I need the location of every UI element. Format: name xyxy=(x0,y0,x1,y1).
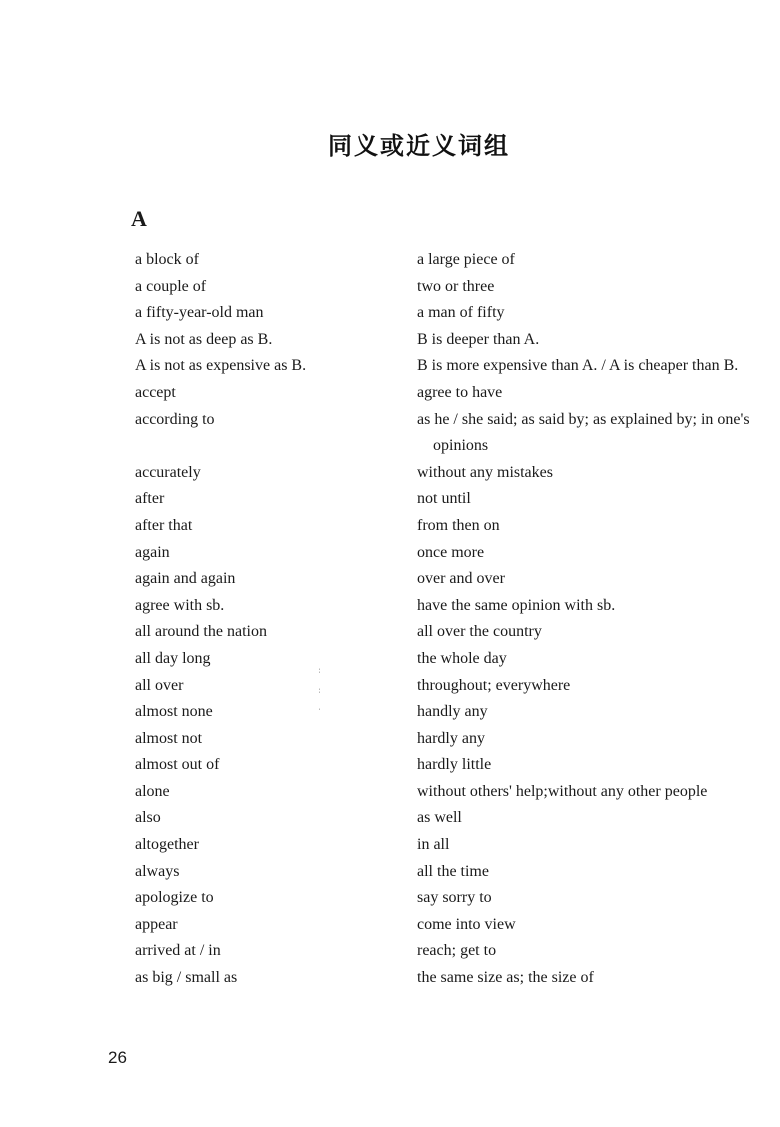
list-item xyxy=(0,699,780,726)
entry-synonym: without any mistakes xyxy=(417,463,553,481)
list-item xyxy=(0,593,780,620)
entry-synonym: the same size as; the size of xyxy=(417,969,594,987)
entry-synonym: as he / she said; as said by; as explained by; in one's opinions xyxy=(417,410,750,455)
entry-term: agree with sb. xyxy=(135,596,225,614)
entry-synonym: without others' help;without any other people xyxy=(417,782,708,800)
synonym-list xyxy=(0,247,780,992)
page-number: 26 xyxy=(108,1048,127,1067)
list-item xyxy=(0,540,780,567)
list-item xyxy=(0,566,780,593)
entry-term: a block of xyxy=(135,251,199,268)
entry-term: almost out of xyxy=(135,756,220,774)
list-item xyxy=(0,938,780,965)
entry-synonym: throughout; everywhere xyxy=(417,676,571,694)
list-item xyxy=(0,486,780,513)
entry-term: altogether xyxy=(135,836,199,854)
list-item xyxy=(0,673,780,700)
entry-synonym: all over the country xyxy=(417,623,542,641)
entry-term: accurately xyxy=(135,463,201,481)
list-item xyxy=(0,805,780,832)
entry-synonym: agree to have xyxy=(417,383,503,401)
list-item xyxy=(0,859,780,886)
entry-synonym: hardly little xyxy=(417,756,492,774)
entry-synonym: all the time xyxy=(417,862,489,880)
entry-synonym: B is deeper than A. xyxy=(417,330,540,348)
entry-term: as big / small as xyxy=(135,969,238,987)
entry-synonym: B is more expensive than A. / A is cheaper than B. xyxy=(417,357,739,375)
entry-synonym: hardly any xyxy=(417,729,485,747)
entry-synonym: reach; get to xyxy=(417,942,497,960)
entry-synonym: handly any xyxy=(417,703,488,721)
entry-synonym: over and over xyxy=(417,570,505,588)
section-letter: A xyxy=(131,206,147,231)
entry-synonym: come into view xyxy=(417,915,516,933)
list-item xyxy=(0,912,780,939)
entry-term: after xyxy=(135,490,165,508)
entry-term: apologize to xyxy=(135,889,214,907)
entry-term: appear xyxy=(135,915,178,933)
list-item xyxy=(0,752,780,779)
entry-term: A is not as expensive as B. xyxy=(135,357,307,375)
entry-term: accept xyxy=(135,383,176,401)
entry-term: always xyxy=(135,862,180,880)
list-item xyxy=(0,380,780,407)
entry-synonym: as well xyxy=(417,809,462,827)
list-item xyxy=(0,779,780,806)
entry-term: a fifty-year-old man xyxy=(135,304,264,322)
entry-term: A is not as deep as B. xyxy=(135,330,273,348)
entry-synonym: a large piece of xyxy=(417,251,515,268)
list-item xyxy=(0,460,780,487)
entry-term: all over xyxy=(135,676,184,694)
entry-term: again and again xyxy=(135,570,236,588)
entry-synonym: a man of fifty xyxy=(417,304,505,322)
entry-term: according to xyxy=(135,410,215,428)
entry-synonym: in all xyxy=(417,836,450,854)
list-item xyxy=(0,619,780,646)
entry-synonym: from then on xyxy=(417,516,500,534)
entry-synonym: the whole day xyxy=(417,649,507,667)
entry-term: all around the nation xyxy=(135,623,267,641)
list-item xyxy=(0,965,780,992)
list-item xyxy=(0,274,780,301)
scan-speck-marks: ˌ ˈ ˌ ˈ ˌ xyxy=(318,660,321,710)
entry-term: also xyxy=(135,809,161,827)
entry-term: again xyxy=(135,543,170,561)
entry-term: alone xyxy=(135,782,170,800)
page-title: 同义或近义词组 xyxy=(328,132,510,160)
entry-term: a couple of xyxy=(135,277,207,295)
list-item xyxy=(0,513,780,540)
list-item xyxy=(0,247,780,274)
list-item xyxy=(0,726,780,753)
entry-term: almost not xyxy=(135,729,203,747)
entry-synonym: two or three xyxy=(417,277,495,295)
entry-term: all day long xyxy=(135,649,211,667)
entry-synonym: once more xyxy=(417,543,485,561)
list-item xyxy=(0,885,780,912)
entry-synonym: say sorry to xyxy=(417,889,492,907)
list-item xyxy=(0,407,780,460)
entry-synonym: not until xyxy=(417,490,471,508)
entry-synonym: have the same opinion with sb. xyxy=(417,596,616,614)
entry-term: after that xyxy=(135,516,193,534)
list-item xyxy=(0,646,780,673)
list-item xyxy=(0,327,780,354)
list-item xyxy=(0,300,780,327)
entry-term: arrived at / in xyxy=(135,942,221,960)
list-item xyxy=(0,353,780,380)
entry-term: almost none xyxy=(135,703,213,721)
list-item xyxy=(0,832,780,859)
